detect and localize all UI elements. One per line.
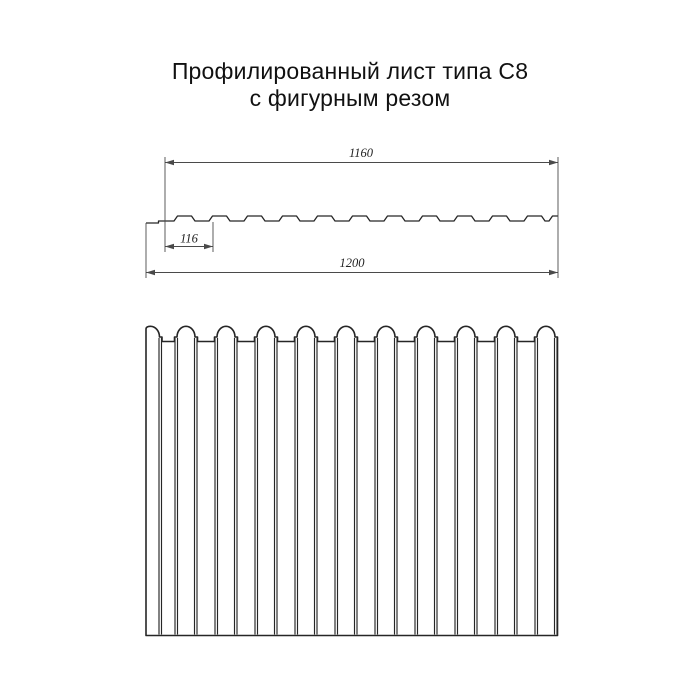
dimension-label-116: 116 xyxy=(180,231,198,246)
dim-arrow-left-icon xyxy=(146,270,155,275)
front-view xyxy=(146,326,558,635)
dimension-1200 xyxy=(146,223,558,278)
profile-outline xyxy=(146,216,558,223)
dimension-116 xyxy=(165,222,213,252)
dimensions-group xyxy=(146,146,558,278)
dim-arrow-left-icon xyxy=(165,244,174,249)
cross-section-view xyxy=(146,216,558,223)
sheet-outline xyxy=(146,326,558,635)
dim-arrow-left-icon xyxy=(165,160,174,165)
title-line-1: Профилированный лист типа С8 xyxy=(171,58,529,84)
dim-arrow-right-icon xyxy=(549,270,558,275)
dimension-label-1160: 1160 xyxy=(348,146,374,160)
rib-lines-group xyxy=(159,338,557,635)
title-line-2: с фигурным резом xyxy=(249,85,451,111)
dim-arrow-right-icon xyxy=(549,160,558,165)
dim-arrow-right-icon xyxy=(204,244,213,249)
dimension-label-1200: 1200 xyxy=(339,256,365,270)
